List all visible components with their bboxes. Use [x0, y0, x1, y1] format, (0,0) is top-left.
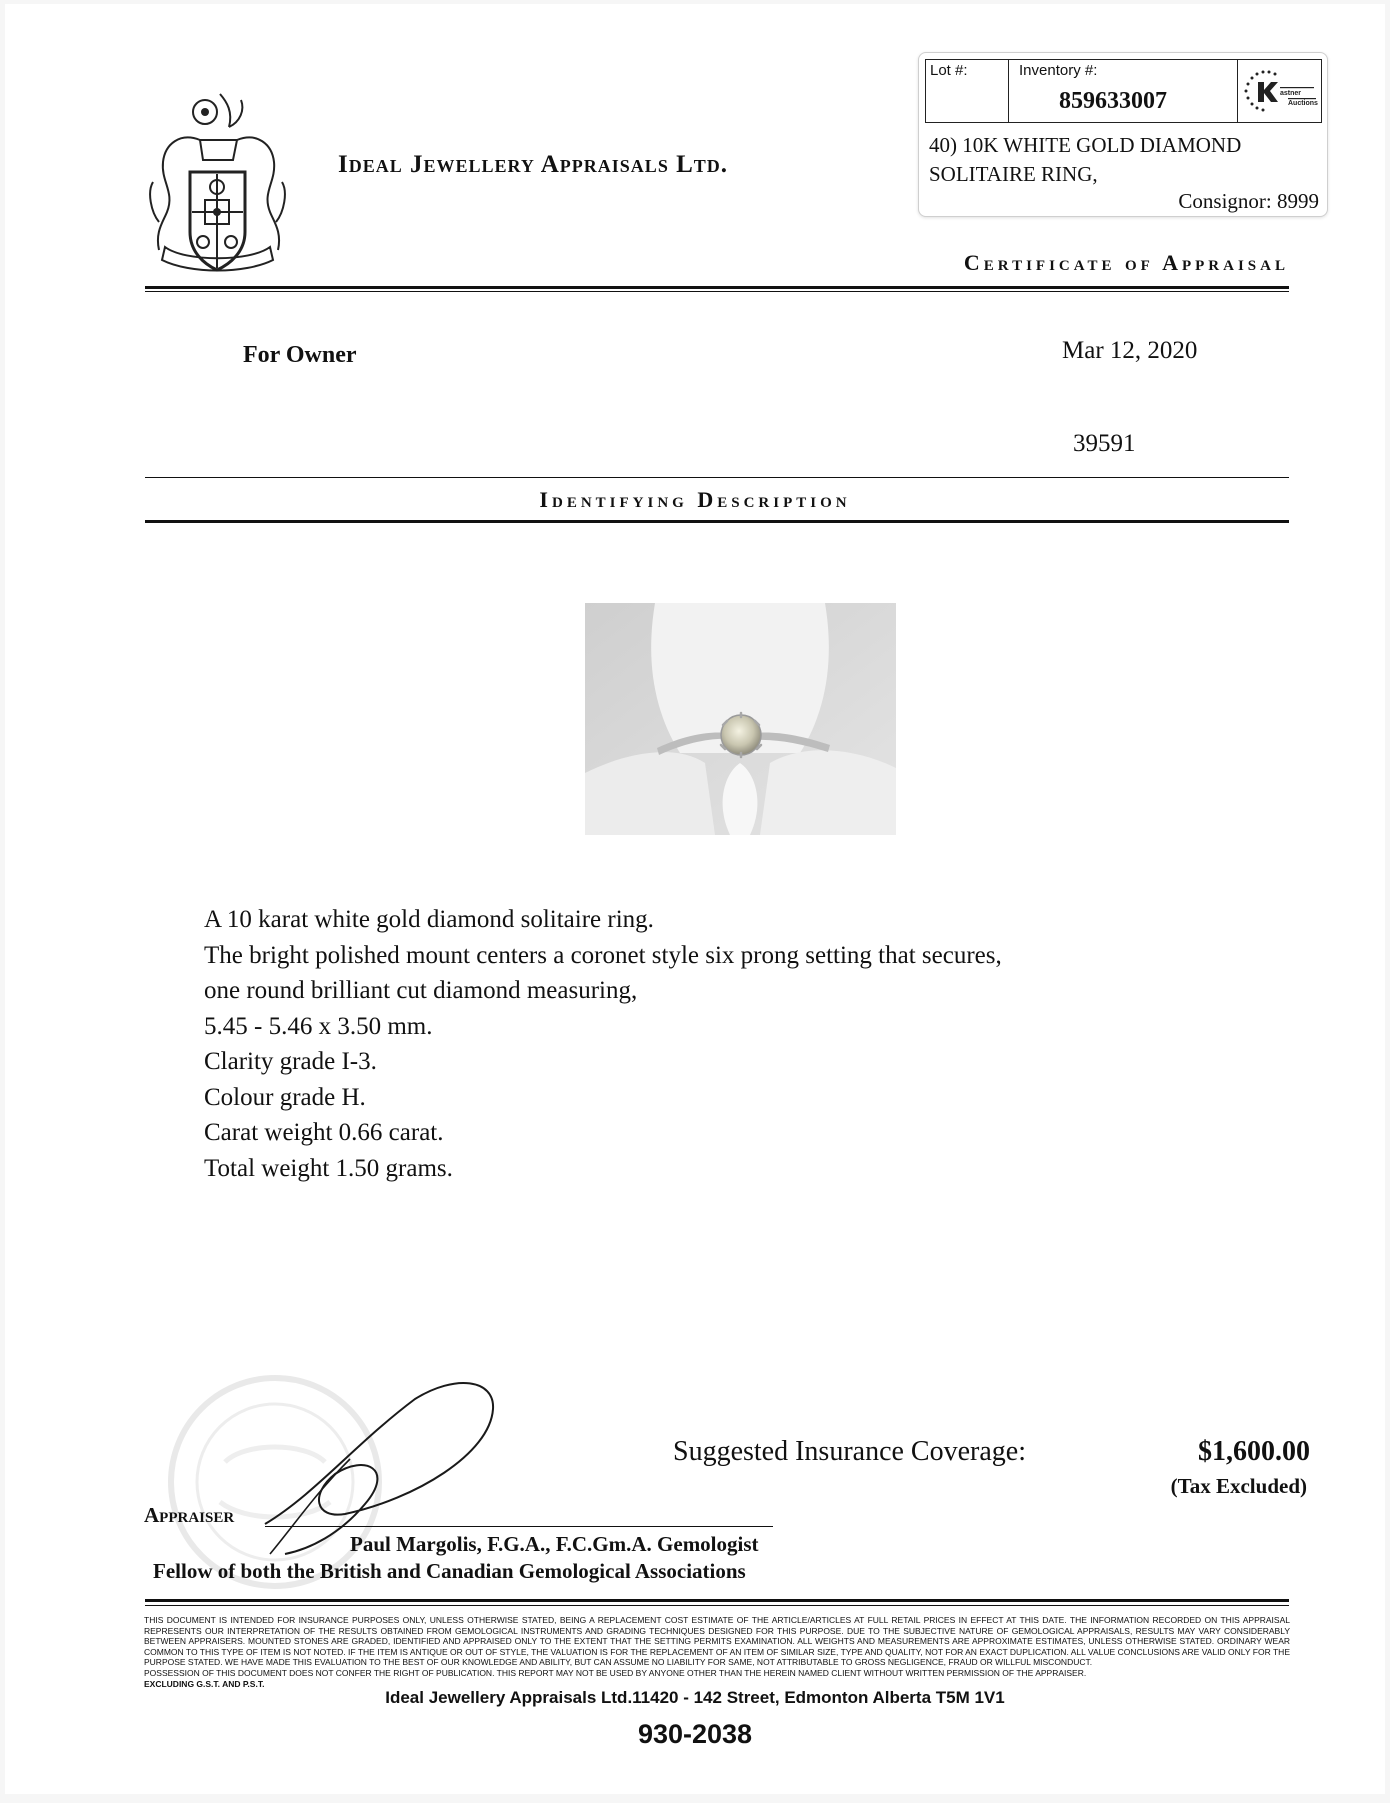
section-title: Identifying Description: [539, 487, 851, 512]
header-divider-thin: [145, 291, 1289, 292]
disclaimer-tax-line: EXCLUDING G.S.T. AND P.S.T.: [144, 1678, 265, 1689]
insurance-coverage-label: Suggested Insurance Coverage:: [673, 1436, 1026, 1467]
inventory-label: Inventory #:: [1019, 62, 1098, 79]
appraiser-name: Paul Margolis, F.G.A., F.C.Gm.A. Gemologist: [350, 1532, 759, 1556]
description-line: 5.45 - 5.46 x 3.50 mm.: [204, 1012, 433, 1040]
disclaimer-paragraph: THIS DOCUMENT IS INTENDED FOR INSURANCE PURPOSES ONLY, UNLESS OTHERWISE STATED, BEING A REPLACEMENT COST ESTIMATE OF THE ARTICLE/ARTICLES AT FULL RETAIL PRICES IN EFFECT AT THIS DATE. THE INFORMATION RECORDED ON THIS APPRAISAL REPRESENTS OUR INTERPRETATION OF THE RESULTS OBTAINED FROM GEMOLOGICAL INSTRUMENTS AND GRADING TECHNIQUES DESIGNED FOR THIS PURPOSE. DUE TO THE SUBJECTIVE NATURE OF GEMOLOGICAL APPRAISALS, RESULTS MAY VARY CONSIDERABLY BETWEEN APPRAISERS. MOUNTED STONES ARE GRADED, IDENTIFIED AND APPRAISED ONLY TO THE EXTENT THAT THE SETTING PERMITS EXAMINATION. ALL WEIGHTS AND MEASUREMENTS ARE APPROXIMATE ESTIMATES, UNLESS OTHERWISE STATED. ORDINARY WEAR COMMON TO THIS TYPE OF ITEM IS NOT NOTED. IF THE ITEM IS ANTIQUE OR OUT OF STYLE, THE VALUATION IS FOR THE REPLACEMENT OF AN ITEM OF SIMILAR SIZE, TYPE AND QUALITY, NOT FOR AN EXACT DUPLICATION. ALL VALUE CONCLUSIONS ARE VALID ONLY FOR THE PURPOSE STATED. WE HAVE MADE THIS EVALUATION TO THE BEST OF OUR KNOWLEDGE AND ABILITY, BUT CAN ASSUME NO LIABILITY FOR SAME, NOT ATTRIBUTABLE TO GROSS NEGLIGENCE, FRAUD OR WILLFUL MISCONDUCT.: [144, 1615, 1290, 1668]
insurance-coverage-amount: $1,600.00: [1198, 1436, 1310, 1467]
appraiser-credentials: Fellow of both the British and Canadian Gemological Associations: [153, 1559, 746, 1583]
kastner-auctions-logo-icon: [1240, 68, 1320, 114]
company-address: Ideal Jewellery Appraisals Ltd.11420 - 142 Street, Edmonton Alberta T5M 1V1: [385, 1688, 1005, 1707]
appraisal-reference-number: 39591: [1073, 430, 1136, 457]
tax-note: (Tax Excluded): [1170, 1474, 1307, 1498]
description-line: Clarity grade I-3.: [204, 1048, 377, 1075]
signature-line: [265, 1526, 773, 1527]
certificate-title: Certificate of Appraisal: [963, 250, 1289, 275]
appraisal-date: Mar 12, 2020: [1062, 337, 1198, 364]
footer-divider: [145, 1599, 1289, 1602]
inventory-number: 859633007: [1059, 88, 1167, 114]
appraiser-label: Appraiser: [144, 1503, 235, 1527]
company-phone: 930-2038: [637, 1719, 753, 1749]
appraisal-certificate: [5, 4, 1385, 1794]
description-line: The bright polished mount centers a coronet style six prong setting that secures,: [204, 941, 1002, 969]
item-description: [204, 902, 1002, 1186]
lot-description-line: SOLITAIRE RING,: [929, 162, 1098, 186]
auction-lot-label: [918, 52, 1328, 217]
lot-label: Lot #:: [930, 62, 968, 79]
lot-info-grid: [925, 59, 1322, 123]
description-line: one round brilliant cut diamond measuring,: [204, 977, 638, 1004]
legal-disclaimer: [144, 1615, 1290, 1689]
disclaimer-paragraph: POSSESSION OF THIS DOCUMENT DOES NOT CONFER THE RIGHT OF PUBLICATION. THIS REPORT MAY NOT BE USED BY ANYONE OTHER THAN THE HEREIN NAMED CLIENT WITHOUT WRITTEN PERMISSION OF THE APPRAISER.: [144, 1667, 1087, 1678]
coat-of-arms-icon: [145, 82, 290, 277]
svg-text:Auctions: Auctions: [1287, 100, 1318, 107]
lot-description-line: 40) 10K WHITE GOLD DIAMOND: [929, 133, 1242, 157]
description-line: A 10 karat white gold diamond solitaire ring.: [204, 906, 654, 933]
consignor: Consignor: 8999: [1178, 189, 1319, 213]
lot-description: [929, 131, 1241, 189]
auction-logo-cell: [1238, 60, 1321, 122]
section-divider-bottom: [145, 520, 1289, 523]
description-line: Carat weight 0.66 carat.: [204, 1119, 444, 1146]
description-line: Colour grade H.: [204, 1083, 366, 1111]
description-line: Total weight 1.50 grams.: [204, 1154, 453, 1182]
owner-label: For Owner: [243, 342, 357, 368]
section-divider-top: [145, 477, 1289, 478]
inventory-cell: [1009, 60, 1238, 122]
svg-text:astner: astner: [1279, 90, 1301, 97]
ring-photo: [585, 603, 896, 835]
footer-divider-thin: [145, 1605, 1289, 1606]
company-name: Ideal Jewellery Appraisals Ltd.: [338, 151, 729, 178]
lot-number-cell: [926, 60, 1009, 122]
header-divider: [145, 286, 1289, 289]
